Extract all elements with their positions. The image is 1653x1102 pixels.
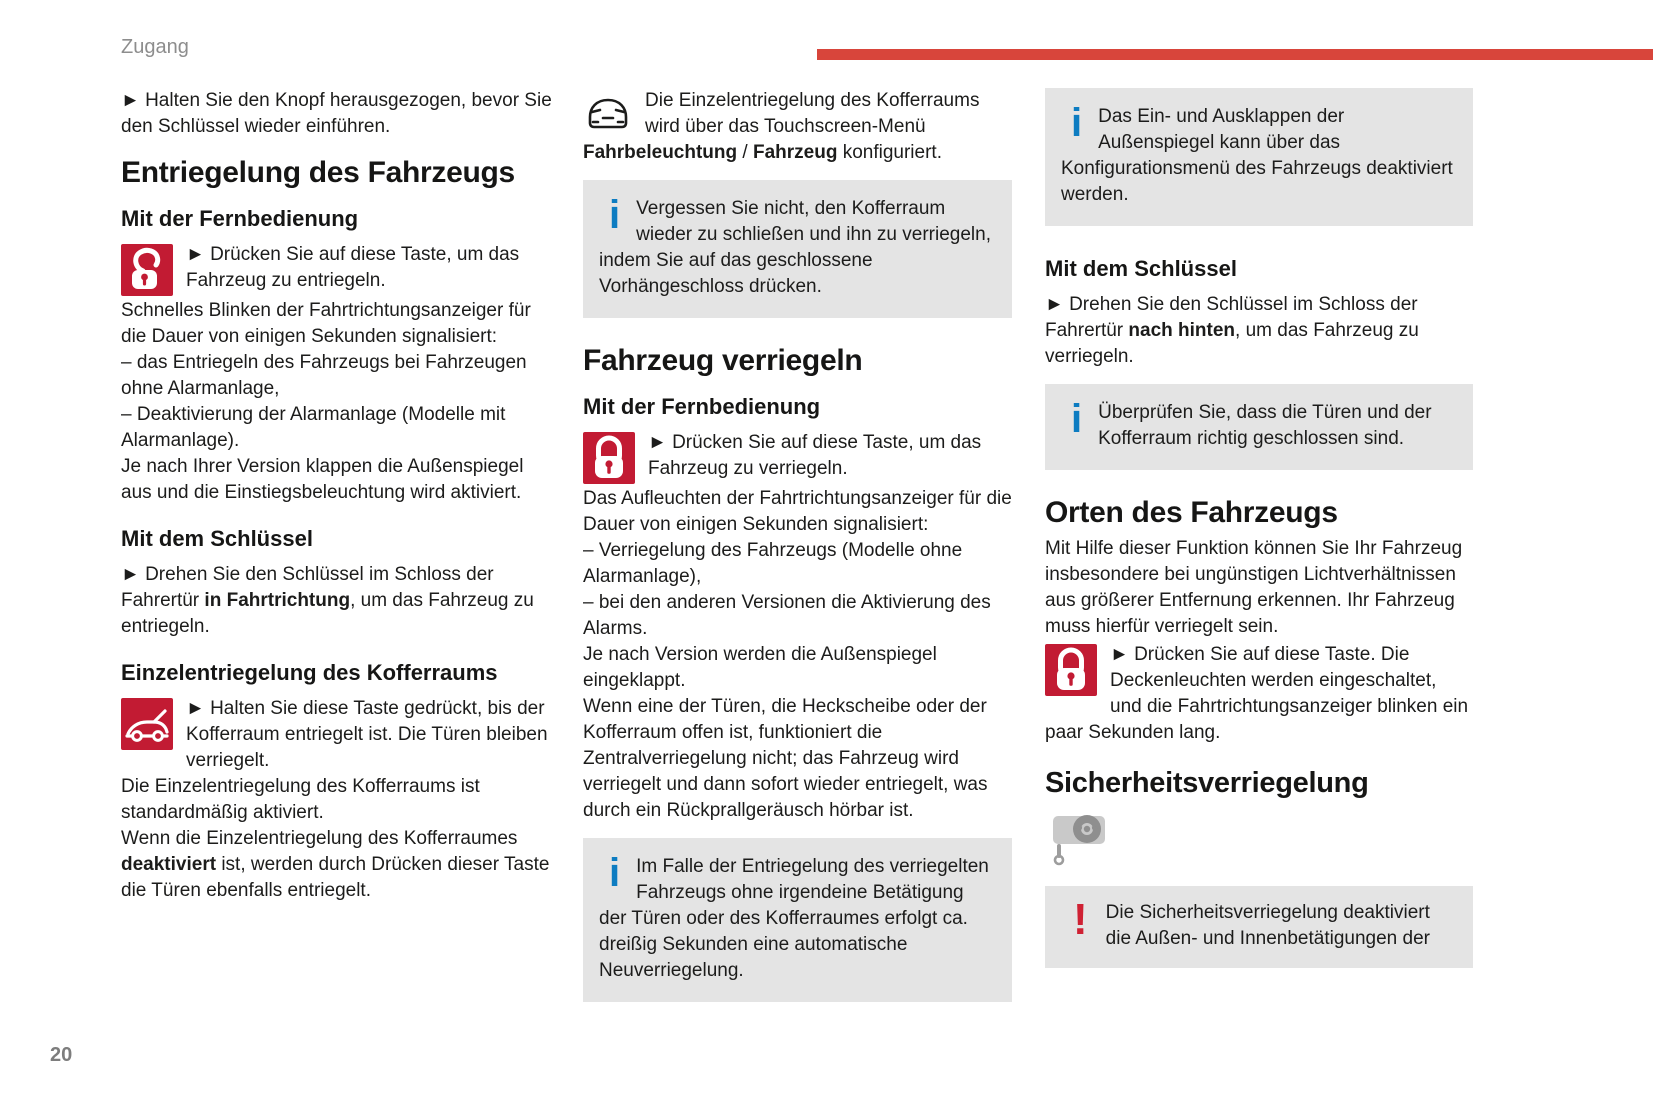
unlock-instruction: [121, 242, 553, 294]
key-lock-instruction: ► Drehen Sie den Schlüssel im Schloss der Fahrertür nach hinten, um das Fahrzeug zu verriegeln.: [1045, 294, 1419, 367]
unlock-button-icon: [121, 244, 173, 296]
info-icon: i: [609, 851, 621, 895]
locating-instruction-text: ► Drücken Sie auf diese Taste. Die Deckenleuchten werden eingeschaltet, und die Fahrtrichtungsanzeiger blinken ein paar Sekunden lang.: [1045, 644, 1469, 743]
info-box-check-closed: [1045, 384, 1473, 470]
accent-bar: [817, 49, 1653, 60]
list-item: – das Entriegeln des Fahrzeugs bei Fahrzeugen ohne Alarmanlage,: [121, 352, 527, 399]
blink-paragraph: Schnelles Blinken der Fahrtrichtungsanzeiger für die Dauer von einigen Sekunden signalisiert:: [121, 300, 531, 347]
subheading-remote: Mit der Fernbedienung: [583, 394, 821, 419]
info-box-relock: [583, 838, 1012, 1002]
boot-default-paragraph: Die Einzelentriegelung des Kofferraums ist standardmäßig aktiviert.: [121, 776, 480, 823]
section-title-locating: Orten des Fahrzeugs: [1045, 496, 1338, 529]
running-header: Zugang: [121, 36, 189, 58]
list-item: – Verriegelung des Fahrzeugs (Modelle ohne Alarmanlage),: [583, 540, 963, 587]
boot-release-button-icon: [121, 698, 173, 750]
lock-instruction: [583, 430, 1012, 482]
column-2: [583, 88, 1012, 1002]
locating-instruction: [1045, 642, 1473, 746]
version-paragraph: Je nach Ihrer Version klappen die Außenspiegel aus und die Einstiegsbeleuchtung wird aktiviert.: [121, 456, 524, 503]
locating-paragraph: Mit Hilfe dieser Funktion können Sie Ihr Fahrzeug insbesondere bei ungünstigen Lichtverhältnissen aus größerer Entfernung erkennen. Ihr Fahrzeug muss hierfür verriegelt sein.: [1045, 538, 1463, 637]
warning-box-text: Die Sicherheitsverriegelung deaktiviert die Außen- und Innenbetätigungen der: [1105, 902, 1430, 949]
light-paragraph: Das Aufleuchten der Fahrtrichtungsanzeiger für die Dauer von einigen Sekunden signalisiert:: [583, 488, 1012, 535]
section-title-locking: Fahrzeug verriegeln: [583, 344, 863, 377]
boot-instruction-text: ► Halten Sie diese Taste gedrückt, bis der Kofferraum entriegelt ist. Die Türen bleiben verriegelt.: [186, 698, 548, 771]
info-box-mirrors: [1045, 88, 1473, 226]
list-item: – bei den anderen Versionen die Aktivierung des Alarms.: [583, 592, 991, 639]
config-paragraph: [583, 88, 1012, 166]
info-box-text: Überprüfen Sie, dass die Türen und der Kofferraum richtig geschlossen sind.: [1098, 402, 1432, 449]
warning-icon: !: [1073, 895, 1088, 944]
list-item: – Deaktivierung der Alarmanlage (Modelle mit Alarmanlage).: [121, 404, 506, 451]
info-icon: i: [1071, 397, 1083, 441]
key-instruction: ► Drehen Sie den Schlüssel im Schloss der Fahrertür in Fahrtrichtung, um das Fahrzeug zu entriegeln.: [121, 564, 534, 637]
lock-button-icon: [583, 432, 635, 484]
unlock-instruction-text: ► Drücken Sie auf diese Taste, um das Fahrzeug zu entriegeln.: [186, 244, 520, 291]
info-box-text: Vergessen Sie nicht, den Kofferraum wieder zu schließen und ihn zu verriegeln, indem Sie auf das geschlossene Vorhängeschloss drücken.: [599, 198, 991, 297]
car-front-icon: [583, 90, 633, 134]
column-3: [1045, 88, 1473, 968]
info-box-text: Im Falle der Entriegelung des verriegelten Fahrzeugs ohne irgendeine Betätigung der Türen oder des Kofferraumes erfolgt ca. dreißig Sekunden eine automatische Neuverriegelung.: [599, 856, 989, 981]
config-paragraph-text: Die Einzelentriegelung des Kofferraums wird über das Touchscreen-Menü Fahrbeleuchtung / Fahrzeug konfiguriert.: [583, 90, 980, 163]
subheading-key: Mit dem Schlüssel: [121, 526, 313, 551]
boot-instruction: [121, 696, 553, 774]
subheading-boot-release: Einzelentriegelung des Kofferraums: [121, 660, 498, 685]
page-number: 20: [50, 1044, 73, 1066]
info-icon: i: [1071, 101, 1083, 145]
subheading-remote: Mit der Fernbedienung: [121, 206, 359, 231]
intro-paragraph: ► Halten Sie den Knopf herausgezogen, bevor Sie den Schlüssel wieder einführen.: [121, 90, 552, 137]
lock-instruction-text: ► Drücken Sie auf diese Taste, um das Fahrzeug zu verriegeln.: [648, 432, 982, 479]
section-title-unlocking: Entriegelung des Fahrzeugs: [121, 156, 515, 189]
mirror-paragraph: Je nach Version werden die Außenspiegel eingeklappt.: [583, 644, 937, 691]
boot-deactivated-paragraph: Wenn die Einzelentriegelung des Kofferraumes deaktiviert ist, werden durch Drücken dieser Taste die Türen ebenfalls entriegelt.: [121, 828, 550, 901]
open-door-paragraph: Wenn eine der Türen, die Heckscheibe oder der Kofferraum offen ist, funktioniert die Zentralverriegelung nicht; das Fahrzeug wird verriegelt und dann sofort wieder entriegelt, was durch ein Rückprallgeräusch hörbar ist.: [583, 696, 988, 821]
info-box-close-boot: [583, 180, 1012, 318]
info-box-text: Das Ein- und Ausklappen der Außenspiegel kann über das Konfigurationsmenü des Fahrzeugs deaktiviert werden.: [1061, 106, 1453, 205]
column-1: [121, 88, 553, 904]
subheading-key: Mit dem Schlüssel: [1045, 256, 1237, 281]
info-icon: i: [609, 193, 621, 237]
section-title-deadlocking: Sicherheitsverriegelung: [1045, 767, 1369, 799]
lock-button-icon: [1045, 644, 1097, 696]
warning-box-deadlock: [1045, 886, 1473, 968]
deadlock-steering-icon: [1047, 808, 1473, 870]
